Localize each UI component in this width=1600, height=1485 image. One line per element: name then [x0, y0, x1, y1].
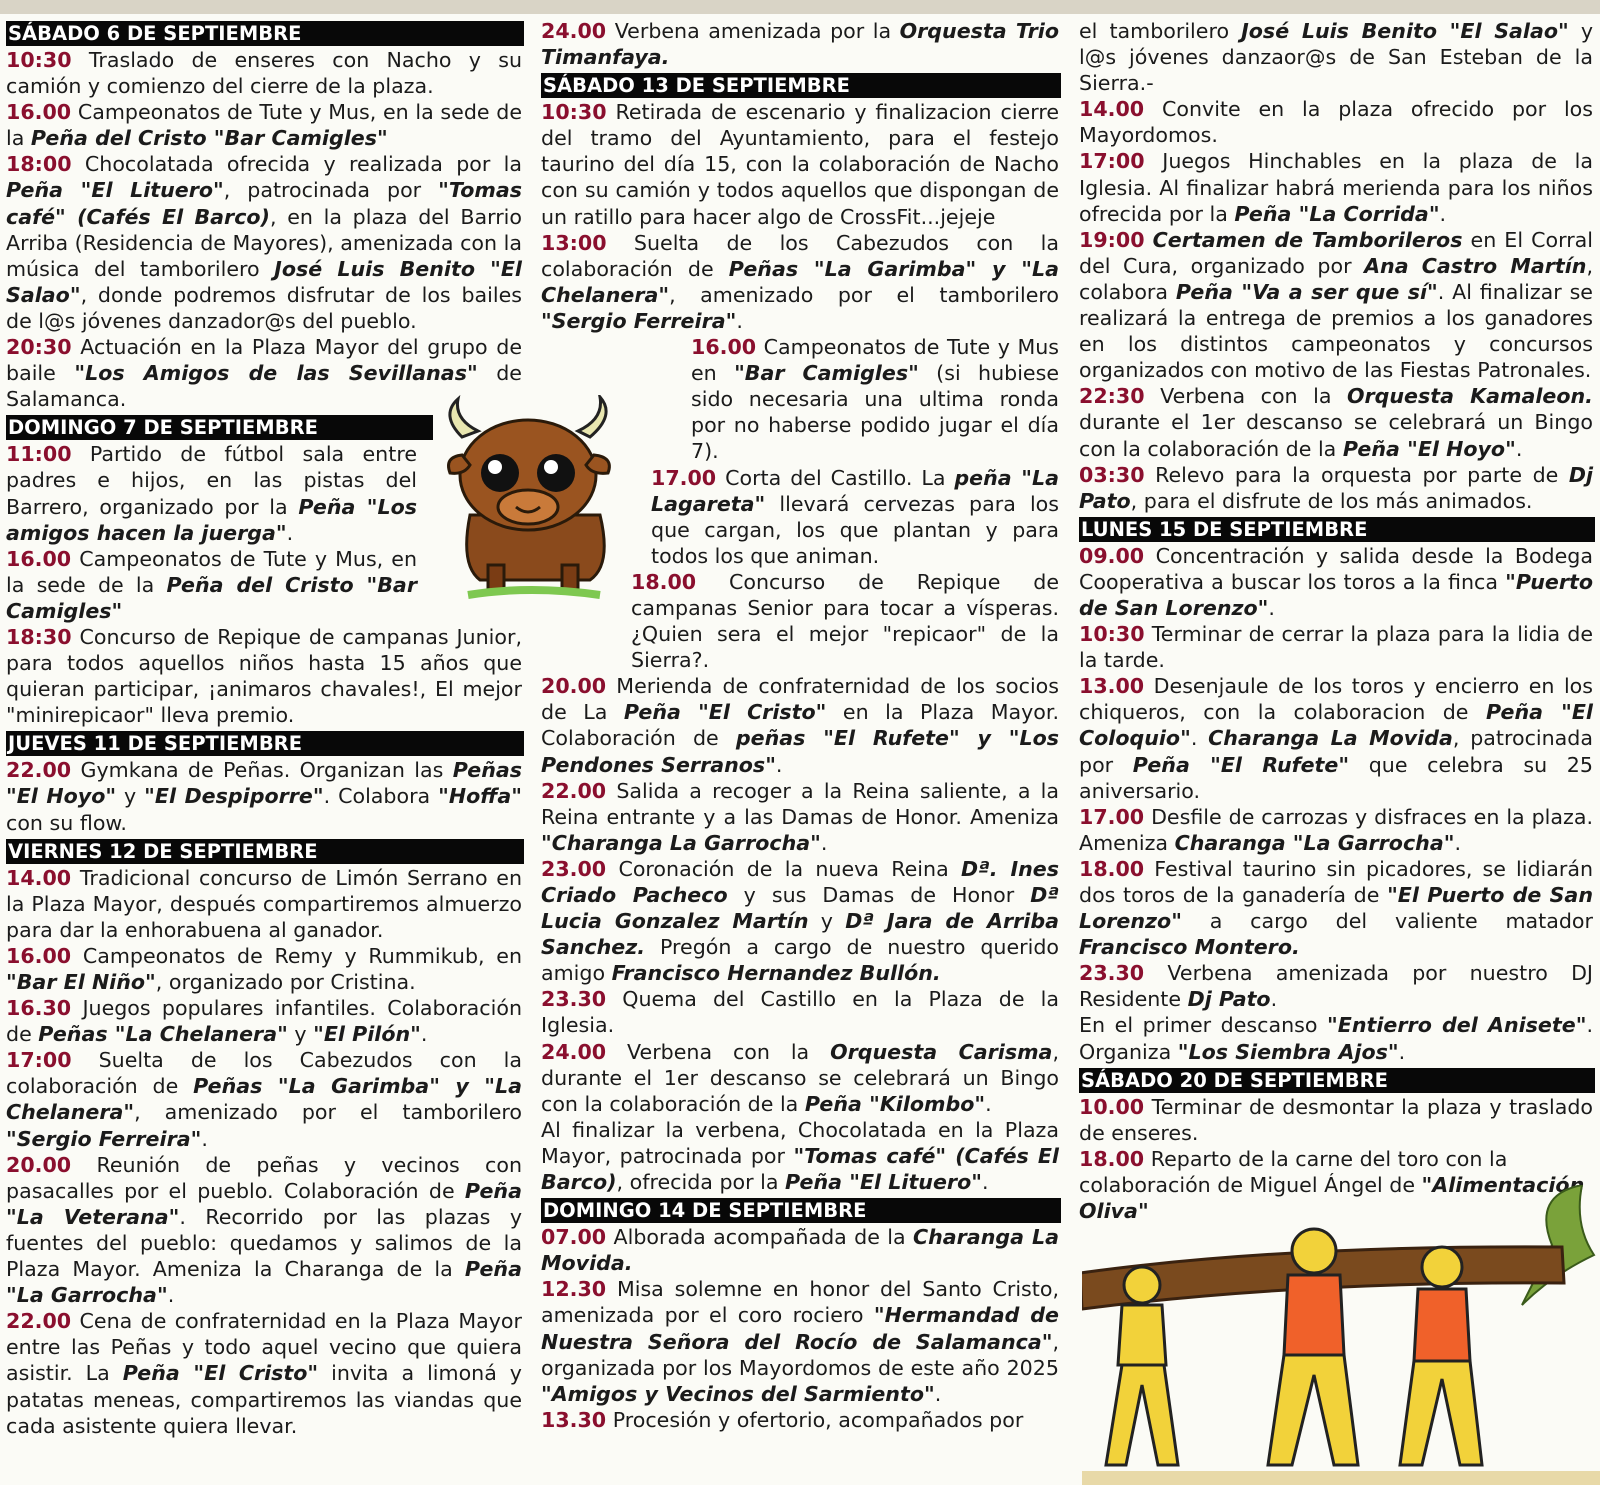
event-text: Cena de confraternidad en la Plaza Mayor entre las Peñas y todo aquel vecino que quiera asistir. La [6, 1309, 522, 1386]
event-entry [1079, 227, 1593, 384]
event-highlight: Peñas "La Chelanera" [38, 1022, 288, 1047]
event-text: Festival taurino sin picadores, se lidiarán dos toros de la ganadería de [1079, 856, 1593, 907]
event-text: de Salamanca. [6, 361, 522, 412]
event-text: Concurso de Repique de campanas Junior, para todos aquellos niños hasta 15 años que quieran participar, ¡animaros chavales!, El mejor "minirepicaor" lleva premio. [6, 624, 522, 728]
event-time: 24.00 [541, 1039, 607, 1064]
event-time: 20.00 [541, 674, 607, 699]
event-highlight: "Tomas café" (Cafés El Barco) [6, 178, 522, 229]
event-text: y l@s jóvenes danzaor@s de San Esteban de la Sierra.- [1079, 19, 1594, 96]
event-entry [1079, 673, 1593, 803]
event-entry [1079, 543, 1593, 621]
event-time: 22:30 [1079, 384, 1145, 409]
event-highlight: "Sergio Ferreira" [541, 308, 737, 333]
event-highlight: Ana Castro Martín [1364, 253, 1587, 278]
event-entry [1079, 804, 1593, 856]
bull-illustration [440, 395, 620, 605]
column-2 [541, 18, 1059, 1433]
event-entry [541, 1224, 1059, 1276]
event-time: 18.00 [1079, 856, 1145, 881]
event-text: . [1454, 830, 1461, 855]
event-highlight: Dª Lucia Gonzalez Martín [541, 883, 1059, 934]
event-text: y [808, 909, 846, 934]
event-text: . [1439, 201, 1447, 226]
event-highlight: Charanga La Movida. [541, 1225, 1060, 1276]
event-text: Chocolatada ofrecida y realizada por la [84, 152, 523, 177]
event-time: 16.00 [6, 100, 72, 125]
event-highlight: Peña "La Garrocha" [6, 1257, 522, 1308]
event-highlight: Orquesta Trio Timanfaya. [541, 19, 1059, 70]
event-highlight: Peña "El Rufete" [1132, 752, 1350, 777]
event-highlight: Dª Jara de Arriba Sanchez. [541, 909, 1059, 960]
event-text: . [1398, 1039, 1406, 1064]
event-highlight: José Luis Benito "El Salao" [6, 256, 522, 307]
event-time: 16.30 [6, 996, 72, 1021]
event-highlight: "Tomas café" (Cafés El Barco) [541, 1143, 1059, 1195]
event-text: Terminar de cerrar la plaza para la lidia de la tarde. [1079, 622, 1593, 673]
event-entry [6, 441, 417, 545]
event-time: 17.00 [651, 465, 717, 490]
event-highlight: Peña "La Veterana" [6, 1178, 522, 1229]
event-highlight: Peñas "La Garimba" y "La Chelanera" [541, 256, 1059, 307]
event-entry [541, 18, 1059, 70]
event-text: . [1515, 436, 1523, 461]
event-time: 10.00 [1079, 1094, 1145, 1119]
event-highlight: José Luis Benito "El Salao" [1241, 19, 1569, 43]
event-entry [541, 1276, 1059, 1406]
event-highlight: Peña "El Cristo" [122, 1361, 319, 1386]
event-highlight: "Amigos y Vecinos del Sarmiento" [541, 1381, 935, 1406]
event-entry [1079, 1094, 1593, 1146]
event-highlight: "Bar El Niño" [6, 970, 156, 994]
column-1 [6, 18, 522, 1439]
event-time: 17:00 [1079, 149, 1145, 174]
event-text: Alborada acompañada de la [613, 1225, 913, 1250]
event-highlight: Peña "El Lituero" [785, 1170, 982, 1195]
event-highlight: "Hoffa" [438, 784, 522, 809]
event-time: 18:00 [6, 152, 72, 177]
event-text: . Colabora [323, 784, 439, 809]
event-highlight: Peña del Cristo "Bar Camigles" [6, 572, 417, 623]
event-time: 10:30 [1079, 622, 1145, 647]
event-text: . [775, 752, 783, 777]
event-text: Campeonatos de Tute y Mus en [691, 335, 1059, 386]
event-text: , amenizado por el tamborilero [134, 1100, 522, 1125]
day-header: SÁBADO 13 DE SEPTIEMBRE [541, 73, 1061, 98]
event-entry [541, 1039, 1059, 1117]
event-highlight: Peñas "La Garimba" y "La Chelanera" [6, 1074, 522, 1125]
event-entry [6, 546, 417, 624]
event-text: . [981, 1170, 989, 1195]
day-header: VIERNES 12 DE SEPTIEMBRE [6, 839, 524, 864]
event-text: Procesión y ofertorio, acompañados por [612, 1407, 1024, 1432]
event-text: , para el disfrute de los más animados. [1130, 488, 1533, 513]
event-entry [6, 47, 522, 99]
event-time: 14.00 [6, 865, 72, 890]
event-text: Reunión de peñas y vecinos con pasacalles por el pueblo. Colaboración de [6, 1152, 523, 1203]
event-text: , organizada por los Mayordomos de este año 2025 [541, 1329, 1059, 1380]
event-time: 13:00 [541, 230, 607, 255]
event-text: . [736, 308, 743, 333]
event-entry [6, 995, 522, 1047]
event-text: , durante el 1er descanso se celebrará un Bingo con la colaboración de la [541, 1039, 1059, 1116]
event-highlight: Peña "Va a ser que sí" [1175, 279, 1438, 304]
event-entry [1079, 462, 1593, 514]
event-time: 22.00 [6, 758, 72, 783]
event-text: Al finalizar la verbena, Chocolatada en la Plaza Mayor, patrocinada por [541, 1117, 1059, 1168]
event-text: Actuación en la Plaza Mayor del grupo de baile [6, 335, 522, 386]
event-text: Terminar de desmontar la plaza y traslado de enseres. [1079, 1094, 1593, 1145]
event-text: Coronación de la nueva Reina [618, 856, 961, 881]
event-text: con su flow. [6, 810, 127, 835]
event-highlight: "Entierro del Anisete" [1327, 1013, 1587, 1038]
event-time: 16.00 [6, 943, 72, 968]
event-text: Salida a recoger a la Reina saliente, a la Reina entrante y a las Damas de Honor. Ameniza [541, 778, 1060, 829]
event-entry [541, 673, 1059, 777]
event-text: En el primer descanso [1079, 1013, 1328, 1038]
event-text: Juegos Hinchables en la plaza de la Iglesia. Al finalizar habrá merienda para los niños ofrecida por la [1079, 149, 1593, 226]
event-text: , ofrecida por la [616, 1170, 786, 1195]
event-entry [6, 757, 522, 835]
event-highlight: "El Despiporre" [144, 784, 324, 809]
event-text: Gymkana de Peñas. Organizan las [80, 758, 453, 783]
event-time: 23.30 [541, 987, 607, 1012]
event-time: 11:00 [6, 442, 72, 467]
top-strip [0, 0, 1600, 14]
event-text: , amenizado por el tamborilero [669, 282, 1059, 307]
event-time: 09.00 [1079, 543, 1145, 568]
event-text: Corta del Castillo. La [725, 465, 955, 490]
event-text: . [201, 1126, 208, 1151]
event-text: . [1270, 987, 1278, 1012]
event-highlight: Dj Pato [1079, 462, 1593, 513]
event-highlight: Peña "El Cristo" [623, 700, 827, 725]
event-time: 16.00 [6, 546, 72, 571]
event-text: Desfile de carrozas y disfraces en la plaza. Ameniza [1079, 804, 1593, 855]
event-text: Concentración y salida desde la Bodega Cooperativa a buscar los toros a la finca [1079, 543, 1593, 594]
event-text: Retirada de escenario y finalizacion cierre del tramo del Ayuntamiento, para el festejo taurino del día 15, con la colaboración de Nacho con su camión y todos aquellos que dispongan de un ratillo para hacer algo de CrossFit...jejeje [541, 100, 1060, 229]
event-text: Verbena amenizada por nuestro DJ Residente [1079, 961, 1593, 1012]
event-text: Suelta de los Cabezudos con la colaboración de [6, 1048, 523, 1099]
event-time: 24.00 [541, 19, 607, 43]
event-text: . [167, 1283, 175, 1308]
event-text: el tamborilero [1079, 19, 1242, 43]
event-time: 18.00 [631, 569, 697, 594]
day-header: JUEVES 11 DE SEPTIEMBRE [6, 731, 524, 756]
event-text: Campeonatos de Remy y Rummikub, en [82, 943, 523, 968]
event-entry [1079, 856, 1593, 960]
event-entry [1079, 148, 1593, 226]
event-text: . Recorrido por las plazas y fuentes del pueblo: quedamos y salimos de la Plaza Mayor. Ameniza la Charanga de la [6, 1204, 523, 1282]
event-time: 22.00 [541, 778, 607, 803]
event-text: Pregón a cargo de nuestro querido amigo [541, 935, 1059, 986]
event-text: Reparto de la carne del toro con la colaboración de Miguel Ángel de [1079, 1146, 1508, 1197]
event-time: 07.00 [541, 1225, 607, 1250]
event-time: 20:30 [6, 335, 72, 360]
event-highlight: Peña "El Hoyo" [1342, 436, 1516, 461]
event-text: Verbena con la [627, 1039, 831, 1064]
event-text: Verbena amenizada por la [614, 19, 900, 43]
event-highlight: "Sergio Ferreira" [6, 1126, 202, 1151]
event-entry [541, 986, 1059, 1038]
event-entry [6, 943, 522, 995]
event-highlight: peñas "El Rufete" y "Los Pendones Serranos" [541, 726, 1059, 777]
event-text: y sus Damas de Honor [727, 883, 1031, 907]
event-text: Desenjaule de los toros y encierro en los chiqueros, con la colaboracion de [1079, 674, 1594, 725]
event-text: , colabora [1079, 253, 1593, 304]
event-highlight: Charanga La Movida [1208, 726, 1453, 751]
event-highlight: "Puerto de San Lorenzo" [1079, 569, 1593, 620]
event-text: Tradicional concurso de Limón Serrano en la Plaza Mayor, después compartiremos almuerzo para dar la enhorabuena al ganador. [6, 865, 522, 942]
event-time: 03:30 [1079, 462, 1145, 487]
day-header: SÁBADO 6 DE SEPTIEMBRE [6, 21, 524, 46]
event-time: 12.30 [541, 1277, 607, 1302]
event-entry [1079, 1012, 1593, 1064]
event-text: , patrocinada por [1079, 726, 1593, 777]
event-text: , en la plaza del Barrio Arriba (Residencia de Mayores), amenizada con la música del tamborilero [6, 204, 522, 281]
event-text: Relevo para la orquesta por parte de [1155, 462, 1569, 487]
event-time: 17.00 [1079, 804, 1145, 829]
event-text: Merienda de confraternidad de los socios de La [541, 674, 1059, 725]
event-entry [1079, 383, 1593, 461]
event-highlight: Peña "El Coloquio" [1079, 700, 1593, 751]
event-highlight: "Bar Camigles" [734, 361, 919, 386]
event-text: Quema del Castillo en la Plaza de la Iglesia. [541, 987, 1059, 1038]
event-highlight: "Los Siembra Ajos" [1177, 1039, 1399, 1064]
event-text: Convite en la plaza ofrecido por los Mayordomos. [1079, 97, 1594, 148]
event-text: Partido de fútbol sala entre padres e hijos, en las pistas del Barrero, organizado por la [6, 442, 417, 519]
event-highlight: Peña del Cristo "Bar Camigles" [30, 126, 388, 151]
event-text: llevará cervezas para los que cargan, los que plantan y para todos los que animan. [651, 491, 1059, 568]
event-entry [6, 1308, 522, 1438]
event-entry [541, 1117, 1059, 1195]
event-text: y [287, 1022, 314, 1047]
event-highlight: "Hermandad de Nuestra Señora del Rocío de Salamanca" [541, 1303, 1059, 1354]
day-header: DOMINGO 7 DE SEPTIEMBRE [6, 415, 433, 440]
event-text: invita a limoná y patatas meneas, compartiremos las viandas que cada asistente quiera llevar. [6, 1361, 522, 1438]
event-highlight: Peña "La Corrida" [1234, 201, 1440, 226]
event-text: . [934, 1381, 942, 1406]
event-time: 17:00 [6, 1048, 72, 1073]
event-highlight: "El Puerto de San Lorenzo" [1079, 883, 1593, 934]
event-time: 18:30 [6, 624, 72, 649]
event-text: Concurso de Repique de campanas Senior para tocar a vísperas. ¿Quien sera el mejor "repicaor" de la Sierra?. [631, 569, 1060, 673]
event-highlight: Peña "Kilombo" [804, 1091, 986, 1116]
event-entry [541, 778, 1059, 856]
event-highlight: peña "La Lagareta" [651, 465, 1060, 516]
event-text: Verbena con la [1160, 384, 1347, 409]
event-time: 14.00 [1079, 97, 1145, 122]
event-highlight: "Alimentación Oliva" [1079, 1172, 1585, 1224]
event-entry [541, 1407, 1059, 1433]
event-time: 16.00 [691, 335, 757, 360]
event-time: 23.30 [1079, 961, 1145, 986]
event-entry [1079, 96, 1593, 148]
event-text: . [1190, 726, 1209, 751]
event-highlight: Peña "El Lituero" [6, 178, 224, 203]
event-text: . [985, 1091, 992, 1116]
event-entry [541, 856, 1059, 986]
event-time: 18.00 [1079, 1146, 1145, 1171]
event-entry [541, 99, 1059, 229]
event-entry [6, 865, 522, 943]
event-highlight: "Charanga La Garrocha" [541, 830, 821, 855]
event-highlight: "Los Amigos de las Sevillanas" [74, 361, 478, 386]
event-text: . [820, 830, 828, 855]
day-header: DOMINGO 14 DE SEPTIEMBRE [541, 1198, 1061, 1223]
event-highlight: "El Pilón" [313, 1022, 421, 1047]
day-header: LUNES 15 DE SEPTIEMBRE [1079, 517, 1595, 542]
children-carrying-log-illustration [1082, 1185, 1600, 1485]
event-highlight: Dª. Ines Criado Pacheco [541, 856, 1059, 907]
event-text: , patrocinada por [223, 178, 439, 203]
event-text: en El Corral del Cura, organizado por [1079, 227, 1594, 278]
event-text: Campeonatos de Tute y Mus, en la sede de la [6, 546, 418, 597]
event-text: Juegos populares infantiles. Colaboración de [6, 996, 522, 1047]
event-text: Campeonatos de Tute y Mus, en la sede de la [6, 100, 522, 151]
event-entry [6, 1152, 522, 1309]
event-text: . Organiza [1079, 1013, 1593, 1064]
event-entry [541, 230, 1059, 334]
event-text: a cargo del valiente matador [1181, 909, 1593, 934]
column-3 [1079, 18, 1593, 1224]
event-highlight: Francisco Hernandez Bullón. [611, 961, 941, 986]
event-text: durante el 1er descanso se celebrará un Bingo con la colaboración de la [1079, 410, 1593, 461]
event-highlight: Charanga "La Garrocha" [1174, 830, 1455, 855]
event-time: 10:30 [541, 100, 607, 125]
event-entry [6, 99, 522, 151]
event-entry [1079, 621, 1593, 673]
event-text: Misa solemne en honor del Santo Cristo, amenizada por el coro rociero [541, 1277, 1060, 1328]
event-time: 23.00 [541, 856, 607, 881]
event-text: (si hubiese sido necesaria una ultima ronda por no haberse podido jugar el día 7). [691, 361, 1059, 464]
event-entry [6, 151, 522, 334]
event-highlight: Dj Pato [1187, 987, 1271, 1012]
event-highlight: Peñas "El Hoyo" [6, 758, 523, 809]
event-text: . [1268, 595, 1275, 620]
event-time: 22.00 [6, 1309, 72, 1334]
event-text: , donde podremos disfrutar de los bailes de l@s jóvenes danzador@s del pueblo. [6, 282, 522, 333]
event-text: . Al finalizar se realizará la entrega de premios a los ganadores en los distintos campeonatos y concursos organizados con motivo de las Fiestas Patronales. [1079, 279, 1593, 383]
event-time: 20.00 [6, 1152, 72, 1177]
event-entry [6, 1047, 522, 1151]
event-text: y [116, 784, 145, 809]
event-highlight: Orquesta Carisma [830, 1039, 1053, 1064]
event-time: 19:00 [1079, 227, 1145, 252]
event-text: . [286, 520, 294, 545]
event-text: en la Plaza Mayor. Colaboración de [541, 700, 1059, 751]
event-text: Traslado de enseres con Nacho y su camión y comienzo del cierre de la plaza. [6, 48, 522, 99]
event-time: 13.00 [1079, 674, 1145, 699]
event-text: que celebra su 25 aniversario. [1079, 752, 1593, 803]
event-highlight: Orquesta Kamaleon. [1346, 384, 1594, 409]
event-text: . [420, 1022, 428, 1047]
event-time: 13.30 [541, 1407, 607, 1432]
day-header: SÁBADO 20 DE SEPTIEMBRE [1079, 1068, 1595, 1093]
event-entry [6, 624, 522, 728]
event-text: Suelta de los Cabezudos con la colaboración de [541, 230, 1059, 281]
event-highlight: Francisco Montero. [1079, 935, 1300, 960]
event-text: , organizado por Cristina. [155, 970, 416, 994]
event-entry [1079, 960, 1593, 1012]
event-highlight: Peña "Los amigos hacen la juerga" [6, 494, 417, 545]
event-time: 10:30 [6, 48, 72, 72]
event-highlight: Certamen de Tamborileros [1152, 227, 1463, 252]
event-entry [1079, 18, 1593, 96]
